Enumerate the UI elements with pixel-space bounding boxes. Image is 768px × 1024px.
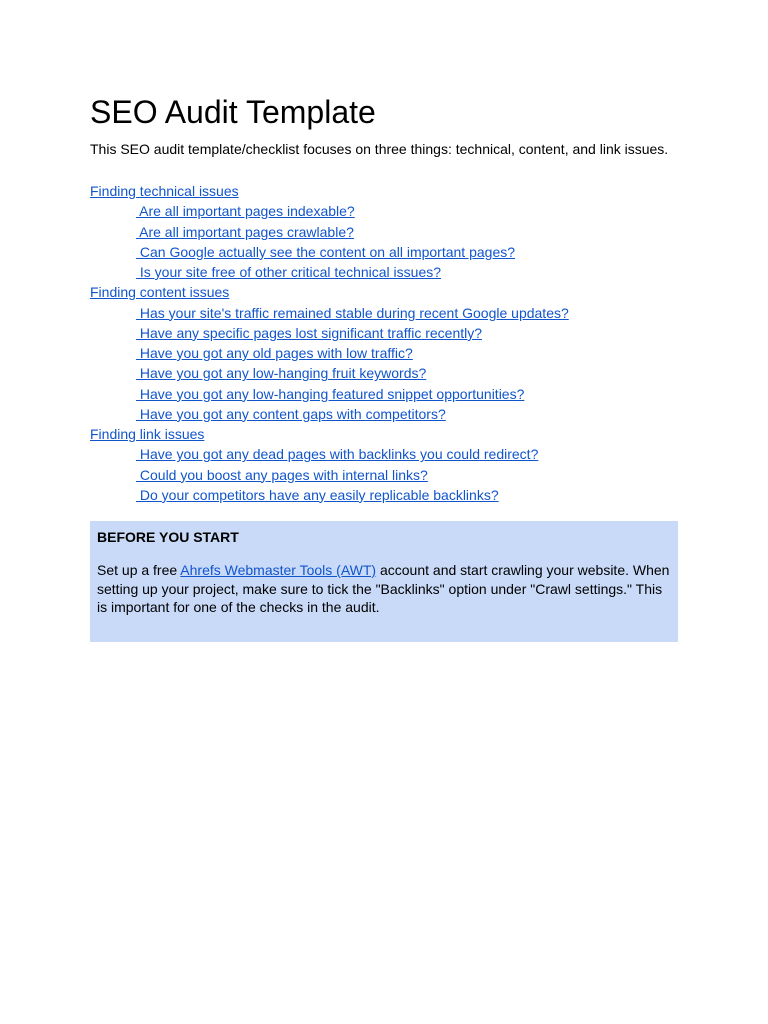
toc-link-traffic-stable[interactable]: Has your site's traffic remained stable during recent Google updates? bbox=[136, 304, 569, 321]
toc-link-content-gaps[interactable]: Have you got any content gaps with competitors? bbox=[136, 405, 446, 422]
toc-section-links[interactable]: Finding link issues bbox=[90, 426, 205, 442]
table-of-contents bbox=[90, 181, 569, 505]
toc-link-critical-technical-issues[interactable]: Is your site free of other critical technical issues? bbox=[136, 264, 442, 280]
callout-heading: BEFORE YOU START bbox=[97, 529, 239, 545]
toc-link-old-pages-low-traffic[interactable]: Have you got any old pages with low traffic? bbox=[136, 345, 413, 361]
toc-link-competitor-backlinks[interactable]: Do your competitors have any easily replicable backlinks? bbox=[136, 486, 499, 503]
toc-link-featured-snippets[interactable]: Have you got any low-hanging featured snippet opportunities? bbox=[136, 385, 525, 402]
intro-paragraph: This SEO audit template/checklist focuses on three things: technical, content, and link issues. bbox=[90, 141, 669, 157]
toc-link-pages-lost-traffic[interactable]: Have any specific pages lost significant traffic recently? bbox=[136, 324, 483, 341]
toc-link-dead-pages-redirect[interactable]: Have you got any dead pages with backlinks you could redirect? bbox=[136, 446, 539, 463]
awt-link[interactable]: Ahrefs Webmaster Tools (AWT) bbox=[180, 562, 377, 578]
callout-text-before: Set up a free bbox=[97, 562, 181, 578]
toc-link-low-hanging-keywords[interactable]: Have you got any low-hanging fruit keywords? bbox=[136, 365, 427, 382]
toc-link-crawlable[interactable]: Are all important pages crawlable? bbox=[136, 223, 354, 240]
toc-section-technical[interactable]: Finding technical issues bbox=[90, 183, 239, 199]
document-title: SEO Audit Template bbox=[90, 94, 376, 130]
toc-link-google-see-content[interactable]: Can Google actually see the content on all important pages? bbox=[136, 243, 516, 260]
callout-text-after: account and start crawling your website. When setting up your project, make sure to tick the "Backlinks" option under "Crawl settings." This is important for one of the checks in the audit. bbox=[97, 562, 670, 615]
toc-section-content[interactable]: Finding content issues bbox=[90, 284, 230, 301]
callout-body bbox=[97, 561, 671, 617]
before-you-start-callout bbox=[90, 521, 678, 642]
toc-link-indexable[interactable]: Are all important pages indexable? bbox=[136, 203, 355, 220]
toc-link-internal-links[interactable]: Could you boost any pages with internal links? bbox=[136, 466, 428, 483]
